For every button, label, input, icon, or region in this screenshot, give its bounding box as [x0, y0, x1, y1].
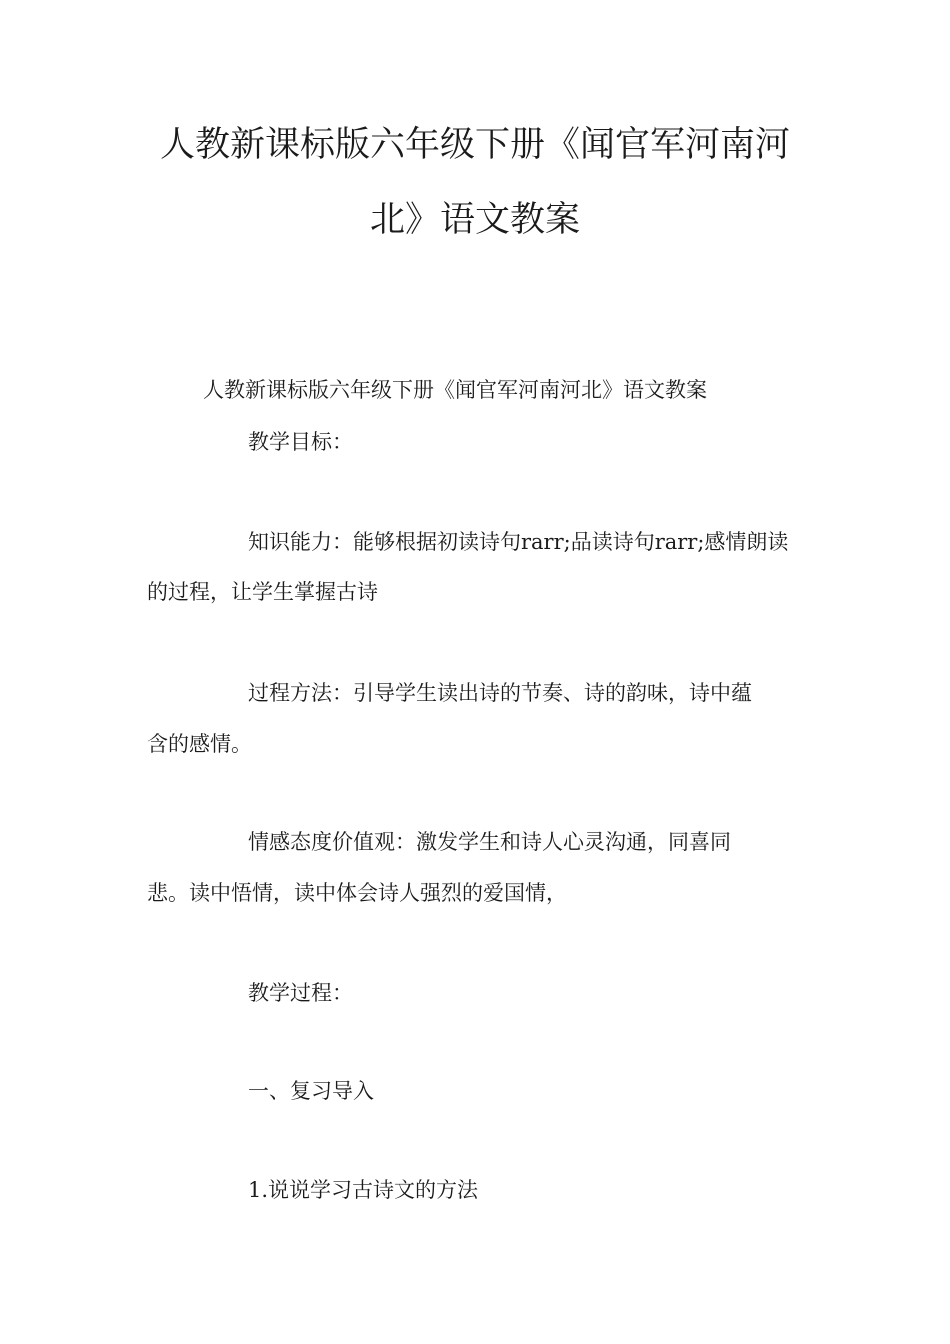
knowledge-ability-line-1: 知识能力：能够根据初读诗句rarr;品读诗句rarr;感情朗读 [248, 530, 789, 554]
document-title-line-1: 人教新课标版六年级下册《闻官军河南河 [159, 125, 790, 165]
document-subtitle: 人教新课标版六年级下册《闻官军河南河北》语文教案 [203, 378, 707, 402]
objectives-heading: 教学目标： [248, 430, 353, 454]
document-title-line-2: 北》语文教案 [369, 200, 580, 240]
list-item-one: 1.说说学习古诗文的方法 [248, 1178, 479, 1202]
emotion-values-line-2: 悲。读中悟情，读中体会诗人强烈的爱国情， [147, 881, 567, 905]
process-method-line-1: 过程方法：引导学生读出诗的节奏、诗的韵味，诗中蕴 [248, 681, 752, 705]
emotion-values-line-1: 情感态度价值观：激发学生和诗人心灵沟通，同喜同 [248, 830, 731, 854]
process-method-line-2: 含的感情。 [147, 732, 252, 756]
section-one-heading: 一、复习导入 [248, 1079, 374, 1103]
teaching-process-heading: 教学过程： [248, 981, 353, 1005]
knowledge-ability-line-2: 的过程，让学生掌握古诗 [147, 580, 378, 604]
